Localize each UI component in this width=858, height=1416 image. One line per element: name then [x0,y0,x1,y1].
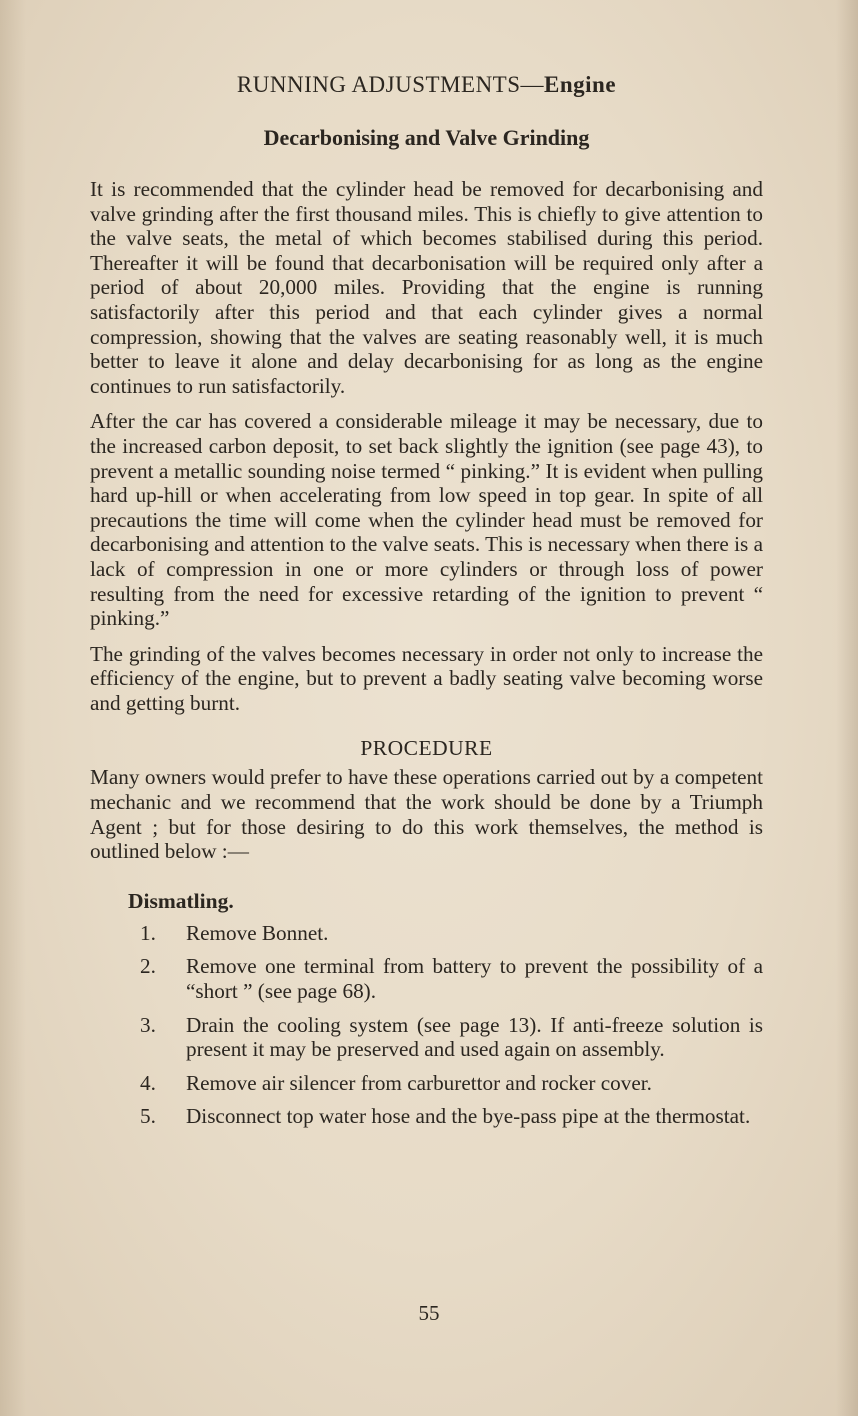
dismantling-steps [90,921,763,1129]
list-item [90,1013,763,1062]
list-item [90,1104,763,1129]
step-text: Drain the cooling system (see page 13). If anti-freeze solution is present it may be preserved and used again on assembly. [186,1012,763,1062]
step-text: Remove one terminal from battery to prevent the possibility of a “short ” (see page 68). [186,954,763,1004]
step-number: 2. [140,954,156,979]
list-item [90,1071,763,1096]
list-item [90,954,763,1003]
paragraph-valve-grinding: The grinding of the valves becomes necessary in order not only to increase the efficiency of the engine, but to prevent a badly seating valve becoming worse and getting burnt. [90,641,763,715]
list-item [90,921,763,946]
step-text: Remove air silencer from carburettor and rocker cover. [186,1070,652,1095]
step-text: Disconnect top water hose and the bye-pass pipe at the thermostat. [186,1104,751,1129]
step-number: 3. [140,1012,156,1037]
step-number: 5. [140,1104,156,1129]
paragraph-intro: It is recommended that the cylinder head be removed for decarbonising and valve grinding after the first thousand miles. This is chiefly to give attention to the valve seats, the metal of which becomes stabilised during this period. Thereafter it will be found that decarbonisation will be required only after a period of about 20,000 miles. Providing that the engine is running satisfactorily after this period and that each cylinder gives a normal compression, showing that the valves are seating reasonably well, it is much better to leave it alone and delay decarbonising for as long as the engine continues to run satisfactorily. [90,177,763,398]
paragraph-pinking: After the car has covered a considerable mileage it may be necessary, due to the increased carbon deposit, to set back slightly the ignition (see page 43), to prevent a metallic sounding noise termed “ pinking.” It is evident when pulling hard up-hill or when accelerating from low speed in top gear. In spite of all precautions the time will come when the cylinder head must be removed for decarbonising and attention to the valve seats. This is necessary when there is a lack of compression in one or more cylinders or through loss of power resulting from the need for excessive retarding of the ignition to prevent “ pinking.” [90,409,763,631]
section-title: Decarbonising and Valve Grinding [263,125,590,150]
running-header [90,70,763,100]
step-number: 1. [140,920,156,945]
page-content [90,64,763,1129]
dismantling-heading: Dismatling. [128,888,234,913]
page-number: 55 [418,1301,440,1325]
header-section: RUNNING ADJUSTMENTS— [236,72,545,97]
procedure-heading: PROCEDURE [360,736,493,761]
step-number: 4. [140,1070,156,1095]
header-subsection: Engine [544,72,617,97]
procedure-intro: Many owners would prefer to have these operations carried out by a competent mechanic and we recommend that the work should be done by a Triumph Agent ; but for those desiring to do this work themselves, the method is outlined below :— [90,765,763,864]
step-text: Remove Bonnet. [186,920,329,945]
